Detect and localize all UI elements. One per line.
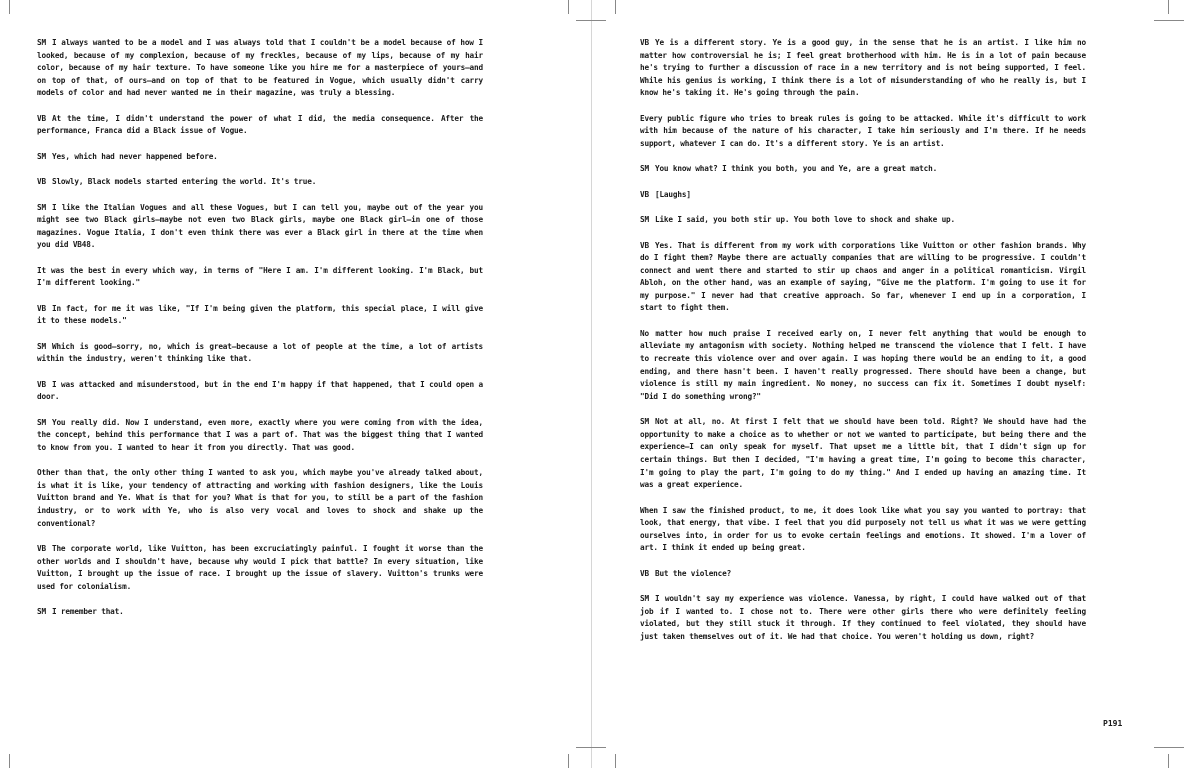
speaker-initials: SM: [37, 202, 46, 212]
speaker-initials: SM: [640, 594, 649, 604]
interview-paragraph: [640, 593, 1086, 643]
interview-paragraph: [37, 341, 483, 366]
crop-mark: [615, 754, 616, 768]
speaker-initials: VB: [640, 38, 649, 47]
interview-paragraph: [640, 189, 1086, 202]
left-column-text: [37, 37, 483, 632]
paragraph-text: The corporate world, like Vuitton, has been excruciatingly painful. I fought it worse than the other worlds and I shouldn't have, because why would I pick that battle? In every situation, like Vuitton, I brought up the issue of race. I brought up the issue of slavery. Vuitton's trunks were used for colonialism.: [37, 543, 483, 591]
speaker-initials: SM: [37, 341, 46, 351]
paragraph-text: You know what? I think you both, you and Ye, are a great match.: [654, 164, 938, 174]
interview-paragraph: [640, 37, 1086, 100]
speaker-initials: VB: [37, 113, 46, 123]
interview-paragraph: [37, 379, 483, 404]
crop-mark: [615, 0, 616, 14]
paragraph-text: But the violence?: [654, 568, 732, 578]
paragraph-text: No matter how much praise I received early on, I never felt anything that would be enough to alleviate my antagonism with society. Nothing helped me transcend the violence that I felt. I have to recreate this violence over and over again. I was hoping there would be an ending to it, a good ending, and there hasn't been. I haven't really progressed. There should have been a change, but violence is still my main ingredient. No money, no success can fix it. Sometimes I doubt myself: "Did I do something wrong?": [640, 328, 1086, 401]
paragraph-text: In fact, for me it was like, "If I'm being given the platform, this special place, I will give it to these models.": [37, 303, 483, 326]
interview-paragraph: [640, 505, 1086, 555]
interview-paragraph: [37, 37, 483, 100]
speaker-initials: SM: [640, 215, 649, 225]
interview-paragraph: [640, 113, 1086, 151]
paragraph-text: Yes. That is different from my work with corporations like Vuitton or other fashion brands. Why do I fight them? Maybe there are actually companies that are willing to be progressive. I couldn't connect and went there and started to stir up chaos and anger in a political romanticism. Virgil Abloh, on the other hand, was an example of saying, "Give me the platform. I'm going to use it for my purpose." I never had that creative approach. So far, whenever I end up in a corporation, I start to fight them.: [640, 240, 1086, 313]
crop-mark: [1154, 20, 1184, 21]
interview-paragraph: [37, 113, 483, 138]
page-number: P191: [1103, 719, 1123, 728]
interview-paragraph: [37, 265, 483, 290]
speaker-initials: SM: [640, 417, 649, 427]
paragraph-text: At the time, I didn't understand the power of what I did, the media consequence. After the performance, Franca did a Black issue of Vogue.: [37, 113, 483, 136]
interview-paragraph: [640, 328, 1086, 404]
paragraph-text: Like I said, you both stir up. You both love to shock and shake up.: [654, 215, 956, 225]
crop-mark: [9, 0, 10, 14]
speaker-initials: VB: [640, 568, 649, 578]
right-page: [592, 0, 1184, 768]
crop-mark: [9, 754, 10, 768]
interview-paragraph: [640, 568, 1086, 581]
speaker-initials: SM: [640, 164, 649, 174]
speaker-initials: VB: [640, 240, 649, 250]
paragraph-text: Yes, which had never happened before.: [51, 151, 218, 161]
speaker-initials: VB: [37, 177, 46, 187]
paragraph-text: Every public figure who tries to break rules is going to be attacked. While it's difficult to work with him because of the nature of his character, I take him seriously and I'm there. If he needs support, whatever I can do. It's a different story. Ye is an artist.: [640, 113, 1086, 148]
crop-mark: [568, 0, 569, 14]
speaker-initials: SM: [37, 151, 46, 161]
interview-paragraph: [37, 303, 483, 328]
paragraph-text: [Laughs]: [654, 189, 691, 199]
interview-paragraph: [640, 163, 1086, 176]
speaker-initials: SM: [37, 38, 46, 47]
paragraph-text: You really did. Now I understand, even more, exactly where you were coming from with the idea, the concept, behind this performance that I was a part of. That was the biggest thing that I wanted to know from you. I wanted to hear it from you directly. That was good.: [37, 417, 483, 452]
paragraph-text: I always wanted to be a model and I was always told that I couldn't be a model because of how I looked, because of my complexion, because of my freckles, because of my lips, because of my hair color, because of my hair texture. To have someone like you hire me for a masterpiece of yours—and on top of that, of ours—and on top of that to be featured in Vogue, which usually didn't carry models of color and had never wanted me in their magazine, was truly a blessing.: [37, 38, 483, 98]
interview-paragraph: [640, 240, 1086, 316]
speaker-initials: VB: [37, 379, 46, 389]
interview-paragraph: [37, 202, 483, 252]
paragraph-text: Not at all, no. At first I felt that we should have been told. Right? We should have had the opportunity to make a choice as to whether or not we wanted to participate, but being there and the experience—I can only speak for myself. That upset me a little bit, that I didn't sign up for certain things. But then I decided, "I'm having a great time, I'm going to become this character, I'm going to play the part, I'm going to do my thing." And I ended up having an amazing time. It was a great experience.: [640, 417, 1086, 490]
paragraph-text: I was attacked and misunderstood, but in the end I'm happy if that happened, that I could open a door.: [37, 379, 483, 402]
paragraph-text: I wouldn't say my experience was violence. Vanessa, by right, I could have walked out of that job if I wanted to. I chose not to. There were other girls there who were definitely feeling violated, but they still stuck it through. If they continued to feel violated, they should have just taken themselves out of it. We had that choice. You weren't holding us down, right?: [640, 594, 1086, 641]
interview-paragraph: [37, 543, 483, 593]
crop-mark: [1154, 747, 1184, 748]
crop-mark: [568, 754, 569, 768]
interview-paragraph: [640, 214, 1086, 227]
crop-mark: [1168, 0, 1169, 14]
interview-paragraph: [37, 151, 483, 164]
interview-paragraph: [640, 416, 1086, 492]
speaker-initials: SM: [37, 607, 46, 617]
paragraph-text: I like the Italian Vogues and all these Vogues, but I can tell you, maybe out of the year you might see two Black girls—maybe not even two Black girls, maybe one Black girl—in one of those magazines. Vogue Italia, I don't even think there was ever a Black girl in there at the time when you did VB48.: [37, 202, 483, 250]
crop-mark: [1168, 754, 1169, 768]
right-column-text: [640, 37, 1086, 656]
interview-paragraph: [37, 417, 483, 455]
paragraph-text: Ye is a different story. Ye is a good guy, in the sense that he is an artist. I like him no matter how controversial he is; I feel great brotherhood with him. He is in a lot of pain because he's trying to further a discussion of race in a new territory and is not being supported, I feel. While his genius is working, I think there is a lot of misunderstanding of who he really is, but I know he's taking it. He's going through the pain.: [640, 38, 1086, 98]
crop-mark: [576, 20, 606, 21]
interview-paragraph: [37, 606, 483, 619]
interview-paragraph: [37, 467, 483, 530]
speaker-initials: VB: [37, 543, 46, 553]
speaker-initials: VB: [37, 303, 46, 313]
paragraph-text: I remember that.: [51, 607, 124, 617]
paragraph-text: Which is good—sorry, no, which is great—because a lot of people at the time, a lot of artists within the industry, weren't thinking like that.: [37, 341, 483, 364]
paragraph-text: When I saw the finished product, to me, it does look like what you say you wanted to portray: that look, that energy, that vibe. I feel that you did purposely not tell us what it was we were getting ourselves into, in order for us to evoke certain feelings and emotions. It showed. I'm a lover of art. I think it ended up being great.: [640, 505, 1086, 553]
paragraph-text: It was the best in every which way, in terms of "Here I am. I'm different looking. I'm Black, but I'm different looking.": [37, 265, 483, 288]
interview-paragraph: [37, 176, 483, 189]
crop-mark: [576, 747, 606, 748]
paragraph-text: Other than that, the only other thing I wanted to ask you, which maybe you've already talked about, is what it is like, your tendency of attracting and working with fashion designers, like the Louis Vuitton brand and Ye. What is that for you? What is that for you, to still be a part of the fashion industry, or to work with Ye, who is also very vocal and loves to shock and shake up the conventional?: [37, 468, 483, 528]
speaker-initials: VB: [640, 189, 649, 199]
paragraph-text: Slowly, Black models started entering the world. It's true.: [51, 177, 317, 187]
speaker-initials: SM: [37, 417, 46, 427]
